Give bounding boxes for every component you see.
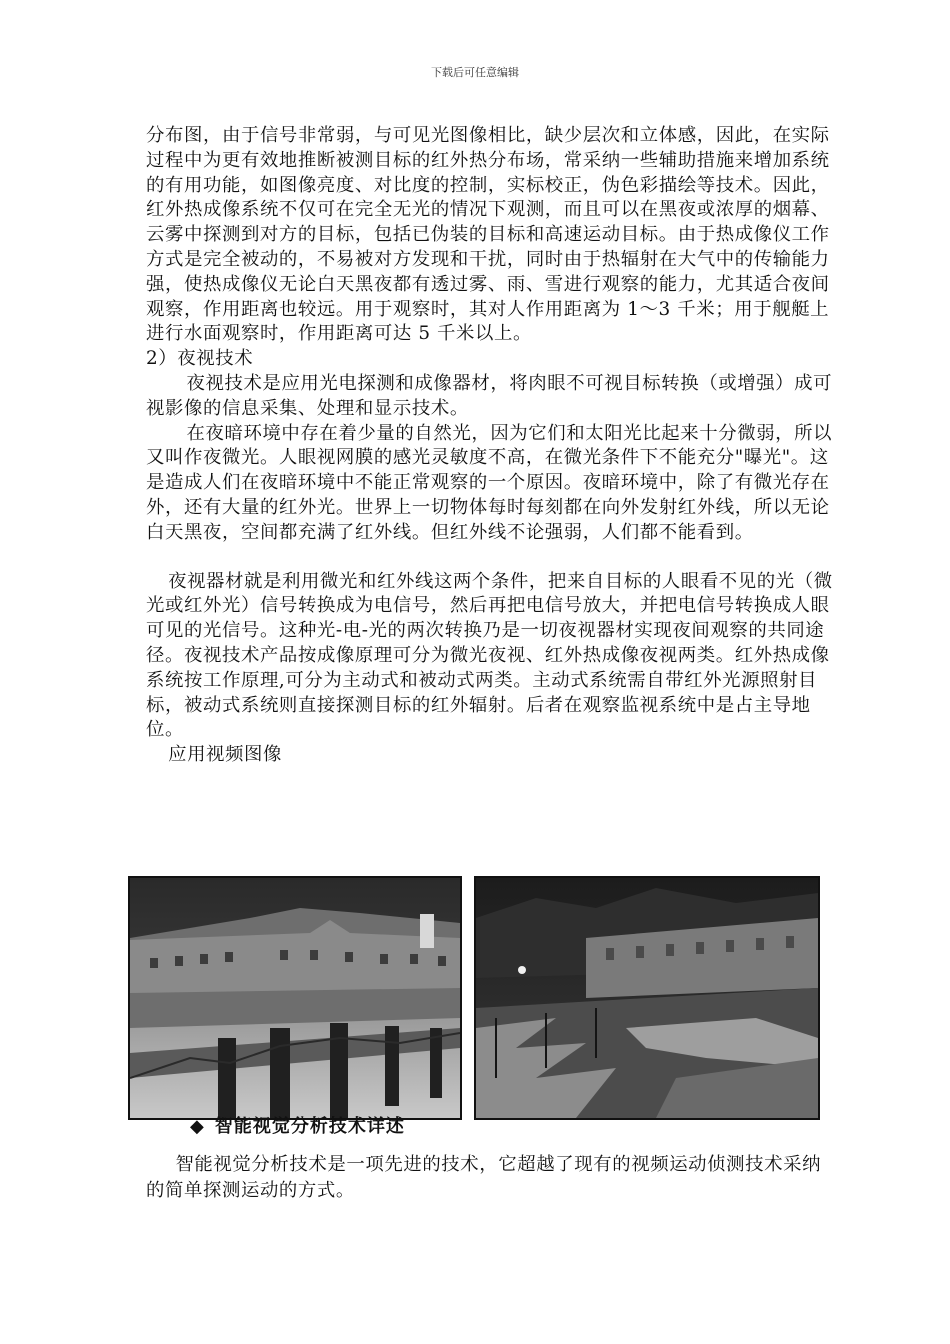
page-header: 下载后可任意编辑	[431, 66, 519, 79]
blank-line	[146, 546, 836, 570]
section-heading	[190, 1112, 405, 1138]
paragraph-low-light: 在夜暗环境中存在着少量的自然光，因为它们和太阳光比起来十分微弱，所以又叫作夜微光。人眼视网膜的感光灵敏度不高，在微光条件下不能充分"曝光"。这是造成人们在夜暗环境中不能正常观察的一个原因。夜暗环境中，除了有微光存在外，还有大量的红外光。世界上一切物体每时每刻都在向外发射红外线，所以无论白天黑夜，空间都充满了红外线。但红外线不论强弱，人们都不能看到。	[146, 422, 833, 543]
heading-night-vision: 2）夜视技术	[146, 348, 254, 370]
document-body	[146, 124, 836, 768]
paragraph-intelligent-analysis: 智能视觉分析技术是一项先进的技术，它超越了现有的视频运动侦测技术采纳的简单探测运动的方式。	[146, 1154, 822, 1201]
thermal-image-right	[474, 876, 820, 1120]
section-title: 智能视觉分析技术详述	[214, 1116, 405, 1137]
document-tail	[146, 1152, 836, 1204]
diamond-bullet-icon: ◆	[190, 1116, 205, 1137]
paragraph-night-vision-definition: 夜视技术是应用光电探测和成像器材，将肉眼不可视目标转换（或增强）成可视影像的信息采集、处理和显示技术。	[146, 372, 833, 419]
thermal-image-left	[128, 876, 462, 1120]
image-row	[128, 876, 820, 1118]
caption-video-images: 应用视频图像	[168, 744, 283, 766]
paragraph-thermal-intro: 分布图，由于信号非常弱，与可见光图像相比，缺少层次和立体感，因此，在实际过程中为更有效地推断被测目标的红外热分布场，常采纳一些辅助措施来增加系统的有用功能，如图像亮度、对比度的控制，实标校正，伪色彩描绘等技术。因此，红外热成像系统不仅可在完全无光的情况下观测，而且可以在黑夜或浓厚的烟幕、云雾中探测到对方的目标，包括已伪装的目标和高速运动目标。由于热成像仪工作方式是完全被动的，不易被对方发现和干扰，同时由于热辐射在大气中的传输能力强，使热成像仪无论白天黑夜都有透过雾、雨、雪进行观察的能力，尤其适合夜间观察，作用距离也较远。用于观察时，其对人作用距离为 1～3 千米；用于舰艇上进行水面观察时，作用距离可达 5 千米以上。	[146, 125, 830, 345]
paragraph-night-vision-devices: 夜视器材就是利用微光和红外线这两个条件，把来自目标的人眼看不见的光（微光或红外光）信号转换成为电信号，然后再把电信号放大，并把电信号转换成人眼可见的光信号。这种光-电-光的两次转换乃是一切夜视器材实现夜间观察的共同途径。夜视技术产品按成像原理可分为微光夜视、红外热成像夜视两类。红外热成像系统按工作原理,可分为主动式和被动式两类。主动式系统需自带红外光源照射目标，被动式系统则直接探测目标的红外辐射。后者在观察监视系统中是占主导地位。	[146, 570, 833, 741]
